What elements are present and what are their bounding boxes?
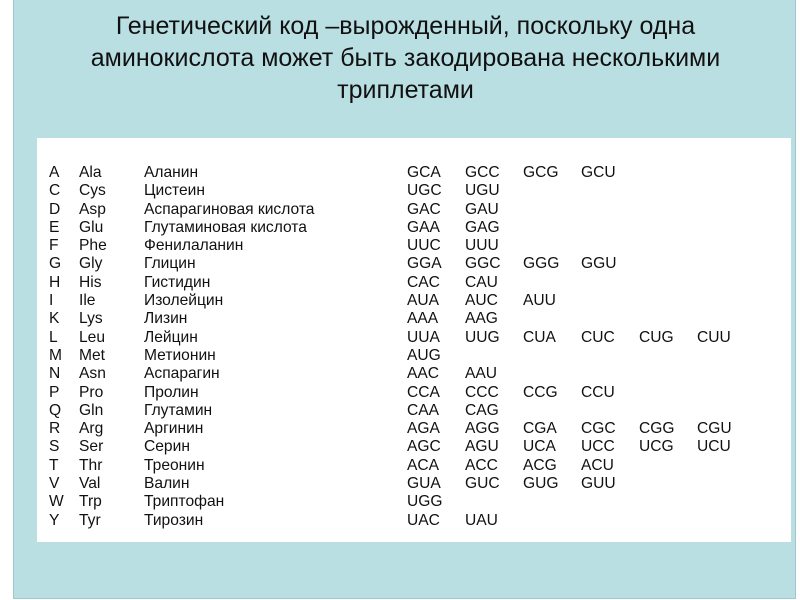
- amino-acid-letter: Q: [49, 401, 62, 419]
- amino-acid-letter: G: [49, 255, 62, 273]
- amino-acid-letter: T: [49, 456, 59, 474]
- amino-acid-abbreviation: Thr: [79, 456, 103, 474]
- amino-acid-letter: L: [49, 328, 58, 346]
- codon: GGG: [523, 255, 560, 273]
- table-row: [49, 457, 755, 475]
- amino-acid-name: Гистидин: [144, 273, 211, 291]
- codon: CCU: [581, 383, 615, 401]
- codon: UUU: [465, 237, 499, 255]
- codon: CGC: [581, 420, 616, 438]
- amino-acid-name: Аспарагин: [144, 365, 220, 383]
- amino-acid-letter: R: [49, 420, 61, 438]
- codon: CGG: [639, 420, 675, 438]
- amino-acid-abbreviation: Ser: [79, 438, 104, 456]
- codon: AGG: [465, 420, 500, 438]
- amino-acid-abbreviation: Gly: [79, 255, 103, 273]
- codon: GUU: [581, 475, 616, 493]
- amino-acid-abbreviation: Asp: [79, 200, 106, 218]
- codon: UAC: [407, 511, 440, 529]
- codon: GUC: [465, 475, 500, 493]
- amino-acid-name: Валин: [144, 475, 190, 493]
- amino-acid-letter: P: [49, 383, 60, 401]
- codon: GUA: [407, 475, 441, 493]
- amino-acid-letter: C: [49, 182, 61, 200]
- amino-acid-abbreviation: Ile: [79, 292, 96, 310]
- amino-acid-name: Метионин: [144, 346, 216, 364]
- codon: GCA: [407, 164, 441, 181]
- table-row: [49, 310, 755, 328]
- codon: CAC: [407, 273, 440, 291]
- codon: CCA: [407, 383, 440, 401]
- amino-acid-abbreviation: Asn: [79, 365, 106, 383]
- codon-table-panel: [37, 138, 791, 542]
- codon: AUG: [407, 346, 441, 364]
- codon: GAC: [407, 200, 441, 218]
- table-row: [49, 493, 755, 511]
- table-row: [49, 255, 755, 273]
- codon: CCC: [465, 383, 499, 401]
- table-row: [49, 438, 755, 456]
- amino-acid-letter: K: [49, 310, 60, 328]
- table-row: [49, 512, 755, 530]
- codon: AGC: [407, 438, 441, 456]
- table-row: [49, 237, 755, 255]
- title-line-1: Генетический код –вырожденный, поскольку одна: [115, 12, 696, 40]
- table-row: [49, 475, 755, 493]
- codon: ACA: [407, 456, 440, 474]
- amino-acid-name: Глутамин: [144, 401, 213, 419]
- amino-acid-name: Фенилаланин: [144, 237, 244, 255]
- codon: AUC: [465, 292, 498, 310]
- codon: UGG: [407, 493, 443, 511]
- codon: CAA: [407, 401, 440, 419]
- codon: UCG: [639, 438, 674, 456]
- codon: CAU: [465, 273, 498, 291]
- codon: UUA: [407, 328, 440, 346]
- table-row: [49, 420, 755, 438]
- codon: GAG: [465, 218, 500, 236]
- codon: UCC: [581, 438, 615, 456]
- amino-acid-letter: Y: [49, 511, 60, 529]
- codon: GCU: [581, 164, 616, 181]
- codon: GGA: [407, 255, 442, 273]
- amino-acid-name: Цистеин: [144, 182, 206, 200]
- codon: UGU: [465, 182, 500, 200]
- codon-table: [49, 164, 755, 530]
- amino-acid-letter: S: [49, 438, 60, 456]
- amino-acid-abbreviation: Met: [79, 346, 105, 364]
- amino-acid-name: Аргинин: [144, 420, 204, 438]
- amino-acid-letter: M: [49, 346, 62, 364]
- amino-acid-abbreviation: Phe: [79, 237, 107, 255]
- codon: AGA: [407, 420, 440, 438]
- codon: AAC: [407, 365, 440, 383]
- codon: ACU: [581, 456, 614, 474]
- codon: GUG: [523, 475, 559, 493]
- amino-acid-abbreviation: Pro: [79, 383, 104, 401]
- codon: AAU: [465, 365, 498, 383]
- codon: GAU: [465, 200, 499, 218]
- amino-acid-abbreviation: Arg: [79, 420, 104, 438]
- table-row: [49, 219, 755, 237]
- codon: AGU: [465, 438, 499, 456]
- amino-acid-abbreviation: His: [79, 273, 102, 291]
- amino-acid-abbreviation: Tyr: [79, 511, 101, 529]
- amino-acid-abbreviation: Trp: [79, 493, 102, 511]
- table-row: [49, 182, 755, 200]
- codon: AUU: [523, 292, 556, 310]
- amino-acid-letter: D: [49, 200, 61, 218]
- amino-acid-name: Глутаминовая кислота: [144, 218, 307, 236]
- codon: AAA: [407, 310, 439, 328]
- amino-acid-abbreviation: Lys: [79, 310, 103, 328]
- slide: [13, 0, 796, 599]
- amino-acid-name: Треонин: [144, 456, 205, 474]
- amino-acid-name: Тирозин: [144, 511, 204, 529]
- table-row: [49, 201, 755, 219]
- codon: GGU: [581, 255, 617, 273]
- codon: UAU: [465, 511, 498, 529]
- amino-acid-name: Триптофан: [144, 493, 225, 511]
- codon: ACC: [465, 456, 498, 474]
- amino-acid-name: Аспарагиновая кислота: [144, 200, 315, 218]
- codon: CCG: [523, 383, 558, 401]
- table-row: [49, 164, 755, 182]
- amino-acid-letter: F: [49, 237, 59, 255]
- amino-acid-name: Серин: [144, 438, 190, 456]
- codon: GAA: [407, 218, 440, 236]
- amino-acid-letter: E: [49, 218, 60, 236]
- codon: UCA: [523, 438, 556, 456]
- amino-acid-letter: I: [49, 292, 54, 310]
- amino-acid-letter: H: [49, 273, 61, 291]
- table-row: [49, 274, 755, 292]
- codon: GCC: [465, 164, 500, 181]
- amino-acid-name: Глицин: [144, 255, 196, 273]
- amino-acid-abbreviation: Leu: [79, 328, 106, 346]
- title-line-3: триплетами: [337, 76, 474, 104]
- codon: CUG: [639, 328, 674, 346]
- table-row: [49, 347, 755, 365]
- codon: AAG: [465, 310, 498, 328]
- amino-acid-abbreviation: Cys: [79, 182, 106, 200]
- amino-acid-name: Лизин: [144, 310, 188, 328]
- slide-title: [14, 10, 797, 106]
- codon: AUA: [407, 292, 440, 310]
- codon: ACG: [523, 456, 557, 474]
- amino-acid-letter: V: [49, 475, 60, 493]
- amino-acid-abbreviation: Gln: [79, 401, 104, 419]
- codon: CGU: [697, 420, 732, 438]
- amino-acid-abbreviation: Glu: [79, 218, 104, 236]
- table-row: [49, 365, 755, 383]
- codon: UGC: [407, 182, 442, 200]
- title-line-2: аминокислота может быть закодирована несколькими: [90, 44, 721, 72]
- amino-acid-letter: W: [49, 493, 64, 511]
- amino-acid-name: Изолейцин: [144, 292, 224, 310]
- codon: CAG: [465, 401, 499, 419]
- codon: CUU: [697, 328, 731, 346]
- amino-acid-letter: A: [49, 164, 60, 181]
- amino-acid-letter: N: [49, 365, 61, 383]
- table-row: [49, 384, 755, 402]
- amino-acid-abbreviation: Ala: [79, 164, 102, 181]
- table-row: [49, 402, 755, 420]
- amino-acid-abbreviation: Val: [79, 475, 101, 493]
- amino-acid-name: Пролин: [144, 383, 199, 401]
- amino-acid-name: Аланин: [144, 164, 199, 181]
- amino-acid-name: Лейцин: [144, 328, 198, 346]
- codon: CGA: [523, 420, 557, 438]
- codon: CUA: [523, 328, 556, 346]
- codon: UUC: [407, 237, 441, 255]
- codon: UUG: [465, 328, 500, 346]
- codon: GGC: [465, 255, 501, 273]
- table-row: [49, 329, 755, 347]
- codon: CUC: [581, 328, 615, 346]
- table-row: [49, 292, 755, 310]
- codon: UCU: [697, 438, 731, 456]
- codon: GCG: [523, 164, 559, 181]
